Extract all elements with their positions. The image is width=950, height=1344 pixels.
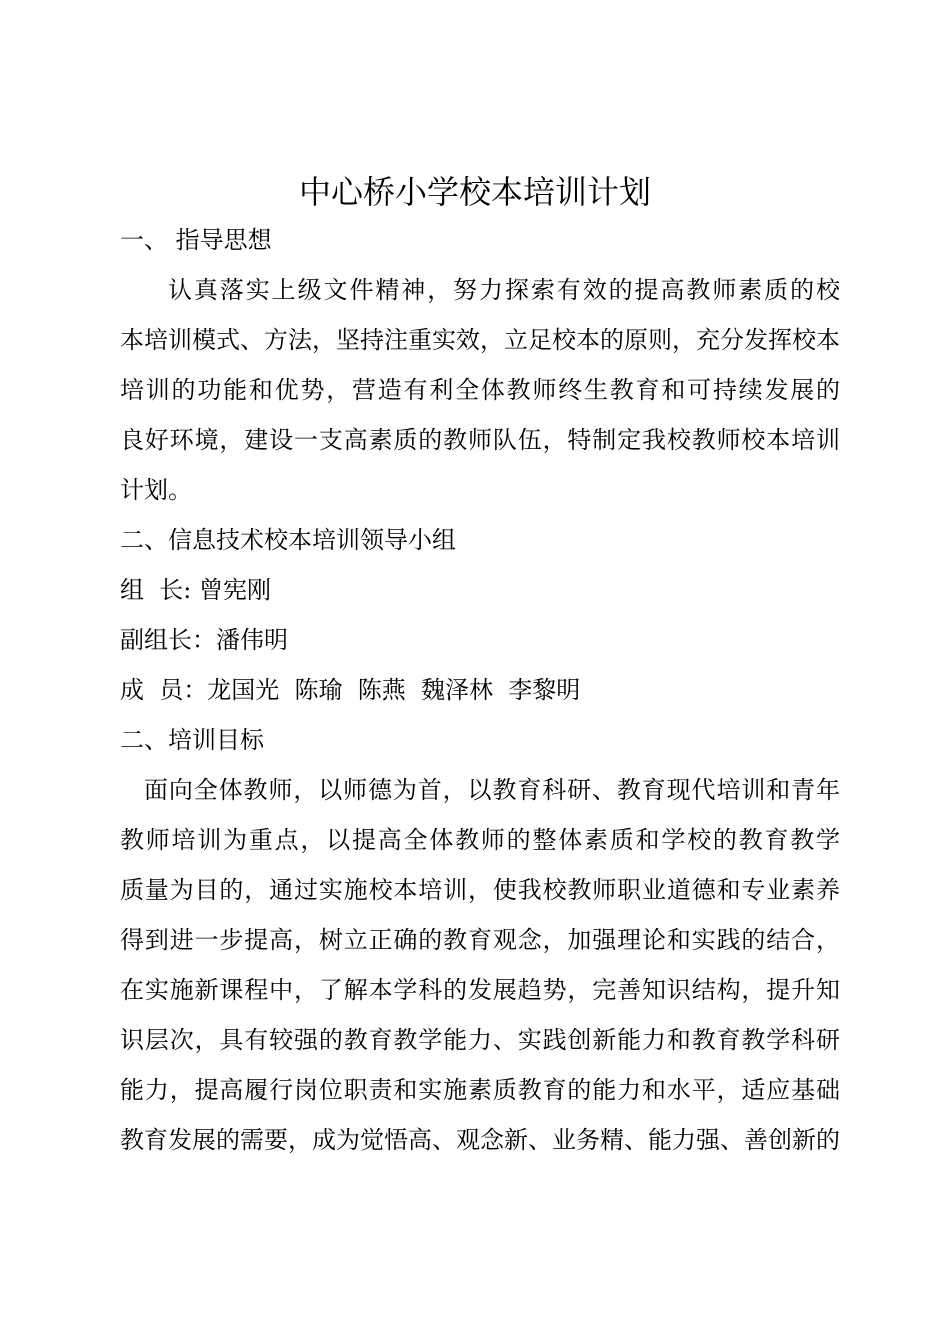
- paragraph-line: 教师培训为重点，以提高全体教师的整体素质和学校的教育教学: [120, 826, 840, 854]
- heading-training-goals: 二、培训目标: [120, 726, 264, 754]
- paragraph-line: 在实施新课程中，了解本学科的发展趋势，完善知识结构，提升知: [120, 976, 840, 1004]
- paragraph-line: 良好环境，建设一支高素质的教师队伍，特制定我校教师校本培训: [120, 426, 840, 454]
- paragraph-line: 识层次，具有较强的教育教学能力、实践创新能力和教育教学科研: [120, 1026, 840, 1054]
- paragraph-line: 计划。: [120, 476, 192, 504]
- members-line: 成 员：龙国光 陈瑜 陈燕 魏泽林 李黎明: [120, 676, 581, 704]
- paragraph-line: 本培训模式、方法，坚持注重实效，立足校本的原则，充分发挥校本: [120, 326, 840, 354]
- group-leader-line: 组 长: 曾宪刚: [120, 576, 271, 604]
- heading-guiding-ideology: 一、 指导思想: [120, 226, 272, 254]
- paragraph-line: 得到进一步提高，树立正确的教育观念，加强理论和实践的结合，: [120, 926, 840, 954]
- paragraph-line: 教育发展的需要，成为觉悟高、观念新、业务精、能力强、善创新的: [120, 1126, 840, 1154]
- deputy-leader-line: 副组长：潘伟明: [120, 626, 288, 654]
- paragraph-line: 培训的功能和优势，营造有利全体教师终生教育和可持续发展的: [120, 376, 840, 404]
- paragraph-line: 能力，提高履行岗位职责和实施素质教育的能力和水平，适应基础: [120, 1076, 840, 1104]
- document-body: [120, 215, 840, 1165]
- paragraph-line: 认真落实上级文件精神，努力探索有效的提高教师素质的校: [168, 276, 840, 304]
- paragraph-line: 质量为目的，通过实施校本培训，使我校教师职业道德和专业素养: [120, 876, 840, 904]
- paragraph-line: 面向全体教师，以师德为首，以教育科研、教育现代培训和青年: [144, 776, 840, 804]
- heading-leadership-group: 二、信息技术校本培训领导小组: [120, 526, 456, 554]
- document-title: 中心桥小学校本培训计划: [298, 173, 651, 211]
